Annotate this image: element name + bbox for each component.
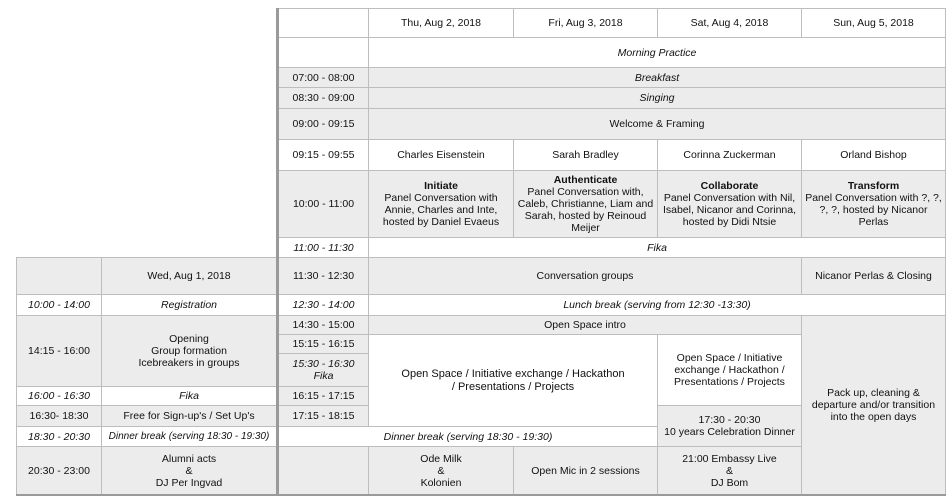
breakfast-cell: Breakfast <box>368 67 946 88</box>
celebration-label: 10 years Celebration Dinner <box>664 426 795 438</box>
table-divider-vertical <box>276 8 279 495</box>
singing-cell: Singing <box>368 87 946 109</box>
day-header-sun: Sun, Aug 5, 2018 <box>801 8 946 38</box>
signup-cell: Free for Sign-up's / Set Up's <box>101 405 277 427</box>
time-cell: 16:15 - 17:15 <box>278 386 369 406</box>
open-space-intro-cell: Open Space intro <box>368 315 802 335</box>
left-time-cell: 16:00 - 16:30 <box>16 386 102 406</box>
opening-line: Group formation <box>151 345 227 357</box>
time-cell-empty <box>278 37 369 68</box>
left-time-cell: 14:15 - 16:00 <box>16 315 102 387</box>
panel-cell-fri <box>513 170 658 238</box>
evening-sub: DJ Bom <box>710 476 749 489</box>
panel-title: Authenticate <box>553 174 618 186</box>
registration-cell: Registration <box>101 294 277 316</box>
lunch-cell: Lunch break (serving from 12:30 -13:30) <box>368 294 946 316</box>
time-label: 15:30 - 16:30 <box>292 358 355 370</box>
time-cell: 10:00 - 11:00 <box>278 170 369 238</box>
panel-title: Transform <box>847 180 900 192</box>
time-cell: 11:30 - 12:30 <box>278 257 369 295</box>
panel-text: Panel Conversation with ?, ?, ?, ?, hosted by Nicanor Perlas <box>805 192 942 228</box>
celebration-cell <box>657 405 802 447</box>
left-day-header: Wed, Aug 1, 2018 <box>101 257 277 295</box>
panel-cell-thu <box>368 170 514 238</box>
time-cell: 07:00 - 08:00 <box>278 67 369 88</box>
time-cell-fika <box>278 353 369 387</box>
evening-amp: & <box>437 464 445 477</box>
fika-cell: Fika <box>368 237 946 258</box>
evening-cell-thu <box>368 446 514 495</box>
opening-line: Icebreakers in groups <box>138 357 240 369</box>
alumni-line: & <box>185 464 193 477</box>
evening-amp: & <box>725 464 733 477</box>
pack-up-cell: Pack up, cleaning & departure and/or transition into the open days <box>801 315 946 495</box>
corner-cell <box>278 8 369 38</box>
time-cell: 08:30 - 09:00 <box>278 87 369 109</box>
panel-title: Initiate <box>424 180 458 192</box>
fika-label: Fika <box>313 370 334 382</box>
time-cell: 09:15 - 09:55 <box>278 139 369 171</box>
conversation-groups-cell: Conversation groups <box>368 257 802 295</box>
closing-cell: Nicanor Perlas & Closing <box>801 257 946 295</box>
time-cell: 17:15 - 18:15 <box>278 405 369 427</box>
time-cell: 15:15 - 16:15 <box>278 334 369 354</box>
left-corner-cell <box>16 257 102 295</box>
morning-practice-cell: Morning Practice <box>368 37 946 68</box>
evening-sub: Kolonien <box>420 476 462 489</box>
speaker-cell-sat: Corinna Zuckerman <box>657 139 802 171</box>
evening-title: Ode Milk <box>420 452 462 465</box>
table-divider-bottom <box>16 494 946 496</box>
panel-text: Panel Conversation with Nil, Isabel, Nicanor and Corinna, hosted by Didi Ntsie <box>662 192 797 228</box>
left-dinner-cell: Dinner break (serving 18:30 - 19:30) <box>101 426 277 447</box>
panel-text: Panel Conversation with, Caleb, Christianne, Liam and Sarah, hosted by Reinoud Meijer <box>517 186 654 234</box>
speaker-cell-sun: Orland Bishop <box>801 139 946 171</box>
panel-title: Collaborate <box>700 180 759 192</box>
time-cell: 09:00 - 09:15 <box>278 108 369 140</box>
left-fika-cell: Fika <box>101 386 277 406</box>
day-header-sat: Sat, Aug 4, 2018 <box>657 8 802 38</box>
panel-cell-sun <box>801 170 946 238</box>
opening-cell <box>101 315 277 387</box>
left-time-cell: 20:30 - 23:00 <box>16 446 102 495</box>
panel-cell-sat <box>657 170 802 238</box>
day-header-thu: Thu, Aug 2, 2018 <box>368 8 514 38</box>
day-header-fri: Fri, Aug 3, 2018 <box>513 8 658 38</box>
speaker-cell-thu: Charles Eisenstein <box>368 139 514 171</box>
alumni-cell <box>101 446 277 495</box>
alumni-line: DJ Per Ingvad <box>155 476 223 489</box>
speaker-cell-fri: Sarah Bradley <box>513 139 658 171</box>
welcome-framing-cell: Welcome & Framing <box>368 108 946 140</box>
opening-line: Opening <box>169 333 209 345</box>
time-cell-empty <box>278 446 369 495</box>
time-cell: 11:00 - 11:30 <box>278 237 369 258</box>
dinner-cell: Dinner break (serving 18:30 - 19:30) <box>278 426 658 447</box>
evening-cell-fri: Open Mic in 2 sessions <box>513 446 658 495</box>
alumni-line: Alumni acts <box>161 452 217 465</box>
panel-text: Panel Conversation with Annie, Charles and Inte, hosted by Daniel Evaeus <box>382 192 500 228</box>
left-time-cell: 18:30 - 20:30 <box>16 426 102 447</box>
left-time-cell: 16:30- 18:30 <box>16 405 102 427</box>
open-space-sat-cell: Open Space / Initiative exchange / Hackathon / Presentations / Projects <box>657 334 802 406</box>
celebration-time: 17:30 - 20:30 <box>698 414 761 426</box>
time-cell: 12:30 - 14:00 <box>278 294 369 316</box>
evening-title: 21:00 Embassy Live <box>682 452 777 465</box>
left-time-cell: 10:00 - 14:00 <box>16 294 102 316</box>
evening-cell-sat <box>657 446 802 495</box>
time-cell: 14:30 - 15:00 <box>278 315 369 335</box>
open-space-main-cell: Open Space / Initiative exchange / Hackathon / Presentations / Projects <box>368 334 658 427</box>
